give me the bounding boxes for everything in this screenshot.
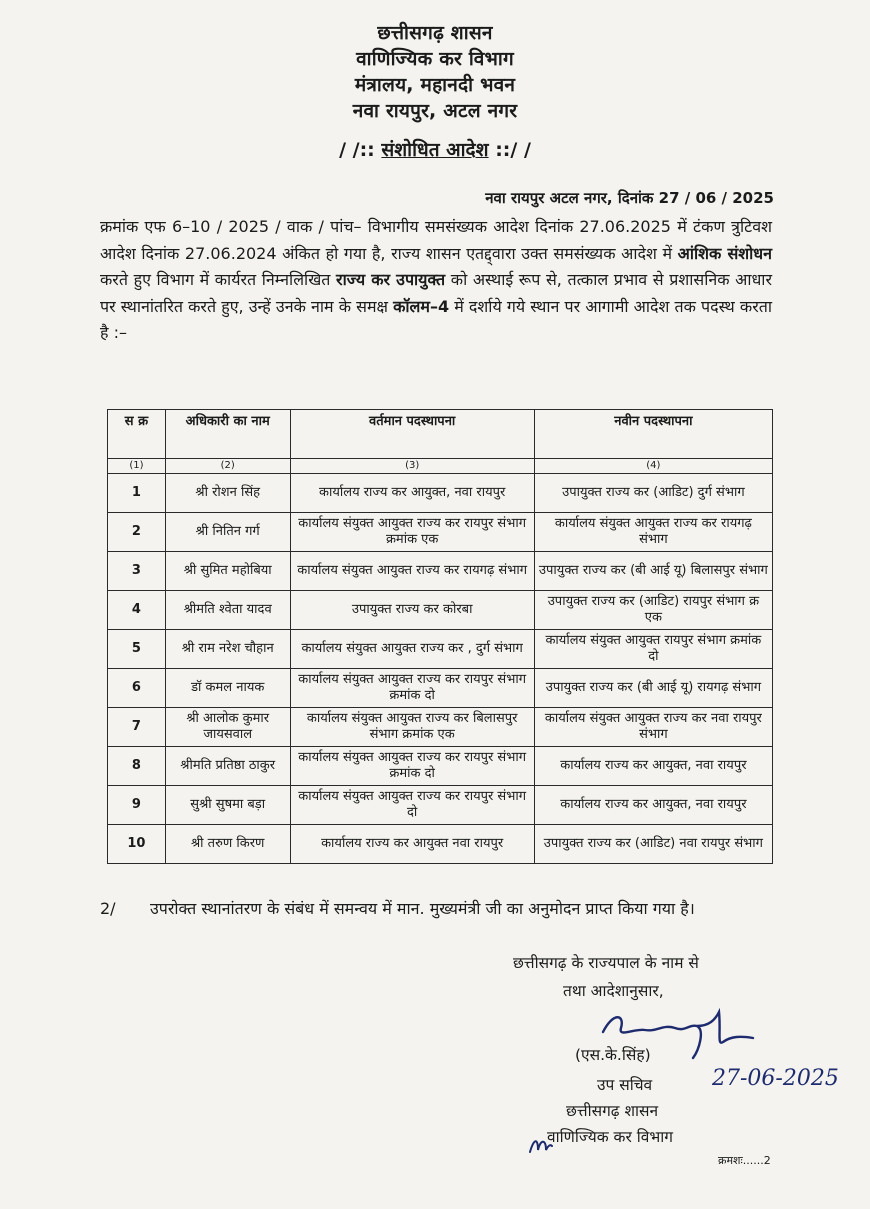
cell-new-posting: उपायुक्त राज्य कर (आडिट) दुर्ग संभाग (534, 474, 772, 513)
order-title-suffix: ::/ / (488, 139, 531, 161)
cell-officer-name: श्री राम नरेश चौहान (165, 630, 290, 669)
cell-officer-name: डॉ कमल नायक (165, 669, 290, 708)
cell-officer-name: श्री आलोक कुमार जायसवाल (165, 708, 290, 747)
signatory-government: छत्तीसगढ़ शासन (566, 1102, 659, 1120)
letterhead (0, 20, 870, 124)
order-title (0, 136, 870, 162)
header-new-posting: नवीन पदस्थापना (534, 410, 772, 459)
cell-serial: 3 (108, 552, 166, 591)
cell-new-posting: उपायुक्त राज्य कर (बी आई यू) बिलासपुर संभाग (534, 552, 772, 591)
cell-current-posting: कार्यालय संयुक्त आयुक्त राज्य कर रायपुर संभाग क्रमांक एक (290, 513, 534, 552)
cell-serial: 9 (108, 786, 166, 825)
table-row (108, 825, 773, 864)
cell-new-posting: उपायुक्त राज्य कर (आडिट) रायपुर संभाग क्र एक (534, 591, 772, 630)
signature-authority-line1: छत्तीसगढ़ के राज्यपाल के नाम से (513, 954, 699, 972)
cell-serial: 4 (108, 591, 166, 630)
cell-new-posting: उपायुक्त राज्य कर (बी आई यू) रायगढ़ संभाग (534, 669, 772, 708)
cell-new-posting: कार्यालय संयुक्त आयुक्त राज्य कर रायगढ़ संभाग (534, 513, 772, 552)
cell-officer-name: श्री तरुण किरण (165, 825, 290, 864)
table-row (108, 747, 773, 786)
table-row (108, 669, 773, 708)
cell-new-posting: कार्यालय राज्य कर आयुक्त, नवा रायपुर (534, 747, 772, 786)
cell-current-posting: कार्यालय संयुक्त आयुक्त राज्य कर , दुर्ग संभाग (290, 630, 534, 669)
letterhead-city: नवा रायपुर, अटल नगर (352, 100, 518, 122)
letterhead-department: वाणिज्यिक कर विभाग (356, 48, 514, 70)
cell-new-posting: कार्यालय राज्य कर आयुक्त, नवा रायपुर (534, 786, 772, 825)
para1-bold3: कॉलम–4 (393, 296, 450, 316)
letterhead-ministry: मंत्रालय, महानदी भवन (354, 74, 516, 96)
signatory-designation: उप सचिव (597, 1076, 653, 1094)
col-number: (2) (165, 459, 290, 474)
cell-current-posting: कार्यालय राज्य कर आयुक्त, नवा रायपुर (290, 474, 534, 513)
order-paragraph-1 (100, 214, 772, 347)
table-header-row (108, 410, 773, 459)
cell-serial: 2 (108, 513, 166, 552)
letterhead-govt: छत्तीसगढ़ शासन (377, 22, 493, 44)
para2-number: 2/ (100, 899, 116, 918)
table-row (108, 513, 773, 552)
col-number: (1) (108, 459, 166, 474)
cell-serial: 7 (108, 708, 166, 747)
cell-current-posting: उपायुक्त राज्य कर कोरबा (290, 591, 534, 630)
cell-serial: 1 (108, 474, 166, 513)
cell-serial: 5 (108, 630, 166, 669)
header-current-posting: वर्तमान पदस्थापना (290, 410, 534, 459)
para1-bold2: राज्य कर उपायुक्त (336, 270, 446, 289)
cell-current-posting: कार्यालय संयुक्त आयुक्त राज्य कर रायपुर संभाग क्रमांक दो (290, 747, 534, 786)
col-number: (3) (290, 459, 534, 474)
transfer-table (107, 409, 773, 864)
col-number: (4) (534, 459, 772, 474)
table-row (108, 474, 773, 513)
header-officer-name: अधिकारी का नाम (165, 410, 290, 459)
para1-part1: क्रमांक एफ 6–10 / 2025 / वाक / पांच– विभागीय समसंख्यक आदेश दिनांक 27.06.2025 में टंकण त्रुटिवश आदेश दिनांक 27.06.2024 अंकित हो गया है, राज्य शासन एतद्द्वारा उक्त समसंख्यक आदेश में (100, 217, 772, 263)
para1-part2: करते हुए विभाग में कार्यरत निम्नलिखित (100, 270, 337, 289)
table-row (108, 591, 773, 630)
cell-officer-name: श्री रोशन सिंह (165, 474, 290, 513)
cell-new-posting: कार्यालय संयुक्त आयुक्त राज्य कर नवा रायपुर संभाग (534, 708, 772, 747)
cell-officer-name: श्री नितिन गर्ग (165, 513, 290, 552)
signatory-name: (एस.के.सिंह) (575, 1046, 651, 1064)
cell-current-posting: कार्यालय संयुक्त आयुक्त राज्य कर रायपुर संभाग क्रमांक दो (290, 669, 534, 708)
order-title-text: संशोधित आदेश (381, 139, 489, 161)
handwritten-date: 27-06-2025 (712, 1066, 839, 1091)
cell-current-posting: कार्यालय राज्य कर आयुक्त नवा रायपुर (290, 825, 534, 864)
cell-serial: 8 (108, 747, 166, 786)
para2-text: उपरोक्त स्थानांतरण के संबंध में समन्वय में मान. मुख्यमंत्री जी का अनुमोदन प्राप्त किया गया है। (150, 899, 695, 918)
page-continuation: क्रमशः......2 (718, 1154, 771, 1167)
order-paragraph-2 (100, 895, 780, 923)
cell-serial: 6 (108, 669, 166, 708)
table-column-numbers (108, 459, 773, 474)
table-row (108, 786, 773, 825)
cell-officer-name: श्रीमति प्रतिष्ठा ठाकुर (165, 747, 290, 786)
order-dateline: नवा रायपुर अटल नगर, दिनांक 27 / 06 / 2025 (485, 189, 774, 207)
order-title-prefix: / /:: (339, 139, 382, 161)
header-serial: स क्र (108, 410, 166, 459)
table-row (108, 630, 773, 669)
signature-authority-line2: तथा आदेशानुसार, (563, 982, 664, 1000)
cell-officer-name: श्रीमति श्वेता यादव (165, 591, 290, 630)
signatory-department: वाणिज्यिक कर विभाग (547, 1128, 673, 1146)
para1-part3: को अस्थाई रूप से, तत्काल प्रभाव से प्रशासनिक आधार पर स्थानांतरित करते हुए, उन्हें उनके नाम के समक्ष (100, 270, 772, 316)
para1-bold1: आंशिक संशोधन (677, 243, 773, 263)
cell-serial: 10 (108, 825, 166, 864)
table-row (108, 552, 773, 591)
cell-new-posting: उपायुक्त राज्य कर (आडिट) नवा रायपुर संभाग (534, 825, 772, 864)
para1-part4: में दर्शाये गये स्थान पर आगामी आदेश तक पदस्थ करता है :– (100, 296, 772, 342)
cell-new-posting: कार्यालय संयुक्त आयुक्त रायपुर संभाग क्रमांक दो (534, 630, 772, 669)
cell-current-posting: कार्यालय संयुक्त आयुक्त राज्य कर रायपुर संभाग दो (290, 786, 534, 825)
table-row (108, 708, 773, 747)
cell-current-posting: कार्यालय संयुक्त आयुक्त राज्य कर बिलासपुर संभाग क्रमांक एक (290, 708, 534, 747)
cell-current-posting: कार्यालय संयुक्त आयुक्त राज्य कर रायगढ़ संभाग (290, 552, 534, 591)
cell-officer-name: सुश्री सुषमा बड़ा (165, 786, 290, 825)
cell-officer-name: श्री सुमित महोबिया (165, 552, 290, 591)
